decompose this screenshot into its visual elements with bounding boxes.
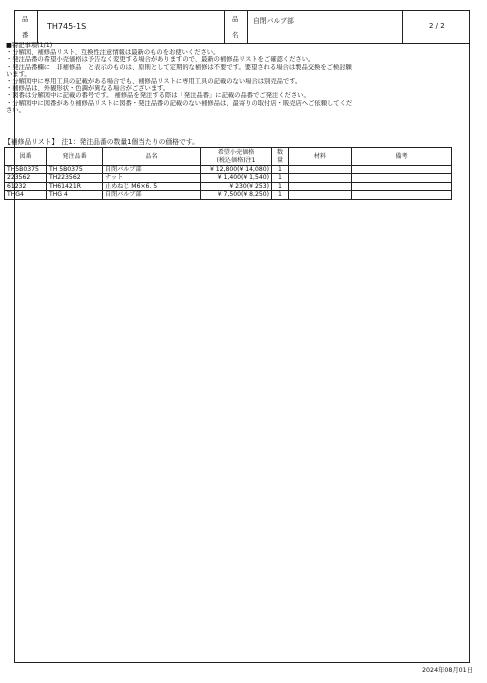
hinmei-label-1: 品 xyxy=(232,15,239,23)
cell-name: ナット xyxy=(103,174,201,182)
note-line: ・図番は分解図中に記載の番号です。 補修品を発注する際は「発注品番」に記載の品番でご発注ください。 xyxy=(6,92,310,100)
note-line: います。 xyxy=(6,70,31,78)
note-line: ・分解図、補修品リスト、互換性注意情報は最新のものをお使いください。 xyxy=(6,49,220,57)
cell-material xyxy=(289,191,352,199)
cell-remarks xyxy=(352,166,452,174)
cell-qty: 1 xyxy=(272,191,289,199)
col-remarks: 備考 xyxy=(352,148,452,166)
col-name: 品名 xyxy=(103,148,201,166)
cell-remarks xyxy=(352,182,452,190)
hinmei-label-cell xyxy=(225,11,248,43)
special-notes xyxy=(6,42,450,114)
col-price-line2: (税込価格)注1 xyxy=(216,156,256,164)
cell-price: ¥ 1,400(¥ 1,540) xyxy=(201,174,272,182)
page-number: 2 / 2 xyxy=(429,22,445,30)
table-row xyxy=(5,174,452,182)
cell-price: ¥ 7,500(¥ 8,250) xyxy=(201,191,272,199)
hinban-value: TH745-1S xyxy=(47,22,87,31)
cell-hinban: TH223562 xyxy=(47,174,103,182)
hinmei-label-2: 名 xyxy=(232,31,239,39)
cell-hinban: THG 4 xyxy=(47,191,103,199)
note-line: ・分解図中に図番があり補修品リストに図番・発注品番の記載のない補修品は、最寄りの取付店・販売店へご依頼してくだ xyxy=(6,99,353,107)
cell-zuban: THG4 xyxy=(5,191,47,199)
col-qty xyxy=(272,148,289,166)
cell-remarks xyxy=(352,174,452,182)
hinmei-value: 自閉バルブ部 xyxy=(253,17,294,25)
col-price xyxy=(201,148,272,166)
cell-qty: 1 xyxy=(272,182,289,190)
cell-price: ¥ 230(¥ 253) xyxy=(201,182,272,190)
col-price-line1: 希望小売価格 xyxy=(217,149,255,156)
note-line: ・分解図中に専用工具の記載がある場合でも、補修品リストに専用工具の記載のない場合は別売品です。 xyxy=(6,78,302,86)
parts-list-heading: 【補修品リスト】 注1：発注品番の数量1個当たりの価格です。 xyxy=(4,138,199,146)
cell-remarks xyxy=(352,191,452,199)
issue-date: 2024年08月01日 xyxy=(422,667,473,674)
cell-material xyxy=(289,174,352,182)
hinban-value-cell xyxy=(38,11,225,43)
note-line: ・補修品は、外観形状・色調が異なる場合がございます。 xyxy=(6,85,170,93)
cell-name: 止めねじ M6×6. 5 xyxy=(103,182,201,190)
cell-qty: 1 xyxy=(272,166,289,174)
hinmei-value-cell xyxy=(248,11,403,43)
col-material: 材料 xyxy=(289,148,352,166)
hinban-label-2: 番 xyxy=(22,31,29,39)
cell-material xyxy=(289,166,352,174)
col-qty-line2: 量 xyxy=(276,156,284,164)
cell-qty: 1 xyxy=(272,174,289,182)
table-row xyxy=(5,182,452,190)
cell-zuban: TH5B0375 xyxy=(5,166,47,174)
cell-name: 自閉バルブ部 xyxy=(103,191,201,199)
parts-table xyxy=(4,147,452,200)
cell-material xyxy=(289,182,352,190)
hinban-label-1: 品 xyxy=(22,15,29,23)
cell-hinban: TH 5B0375 xyxy=(47,166,103,174)
note-line: ・発注品番欄に 非補修品 と表示のものは、原則として定期的な補修は不要です。要望される場合は製品交換をご検討願 xyxy=(6,63,352,71)
col-zuban: 図番 xyxy=(5,148,47,166)
table-row xyxy=(5,166,452,174)
cell-name: 自閉バルブ部 xyxy=(103,166,201,174)
cell-zuban: 61232 xyxy=(5,182,47,190)
header-bar xyxy=(15,11,469,44)
page-number-cell xyxy=(403,11,469,43)
note-line: さい。 xyxy=(6,106,25,114)
col-qty-line1: 数 xyxy=(276,149,284,156)
table-row xyxy=(5,191,452,199)
col-hinban: 発注品番 xyxy=(47,148,103,166)
cell-price: ¥ 12,800(¥ 14,080) xyxy=(201,166,272,174)
cell-zuban: 223562 xyxy=(5,174,47,182)
cell-hinban: TH61421R xyxy=(47,182,103,190)
hinban-label-cell xyxy=(15,11,38,43)
table-header-row xyxy=(5,148,452,166)
notes-title: ■特記事項(1/1) xyxy=(6,42,53,49)
note-line: ・発注品番の希望小売価格は予告なく変更する場合がありますので、最新の補修品リストをご確認ください。 xyxy=(6,56,315,64)
